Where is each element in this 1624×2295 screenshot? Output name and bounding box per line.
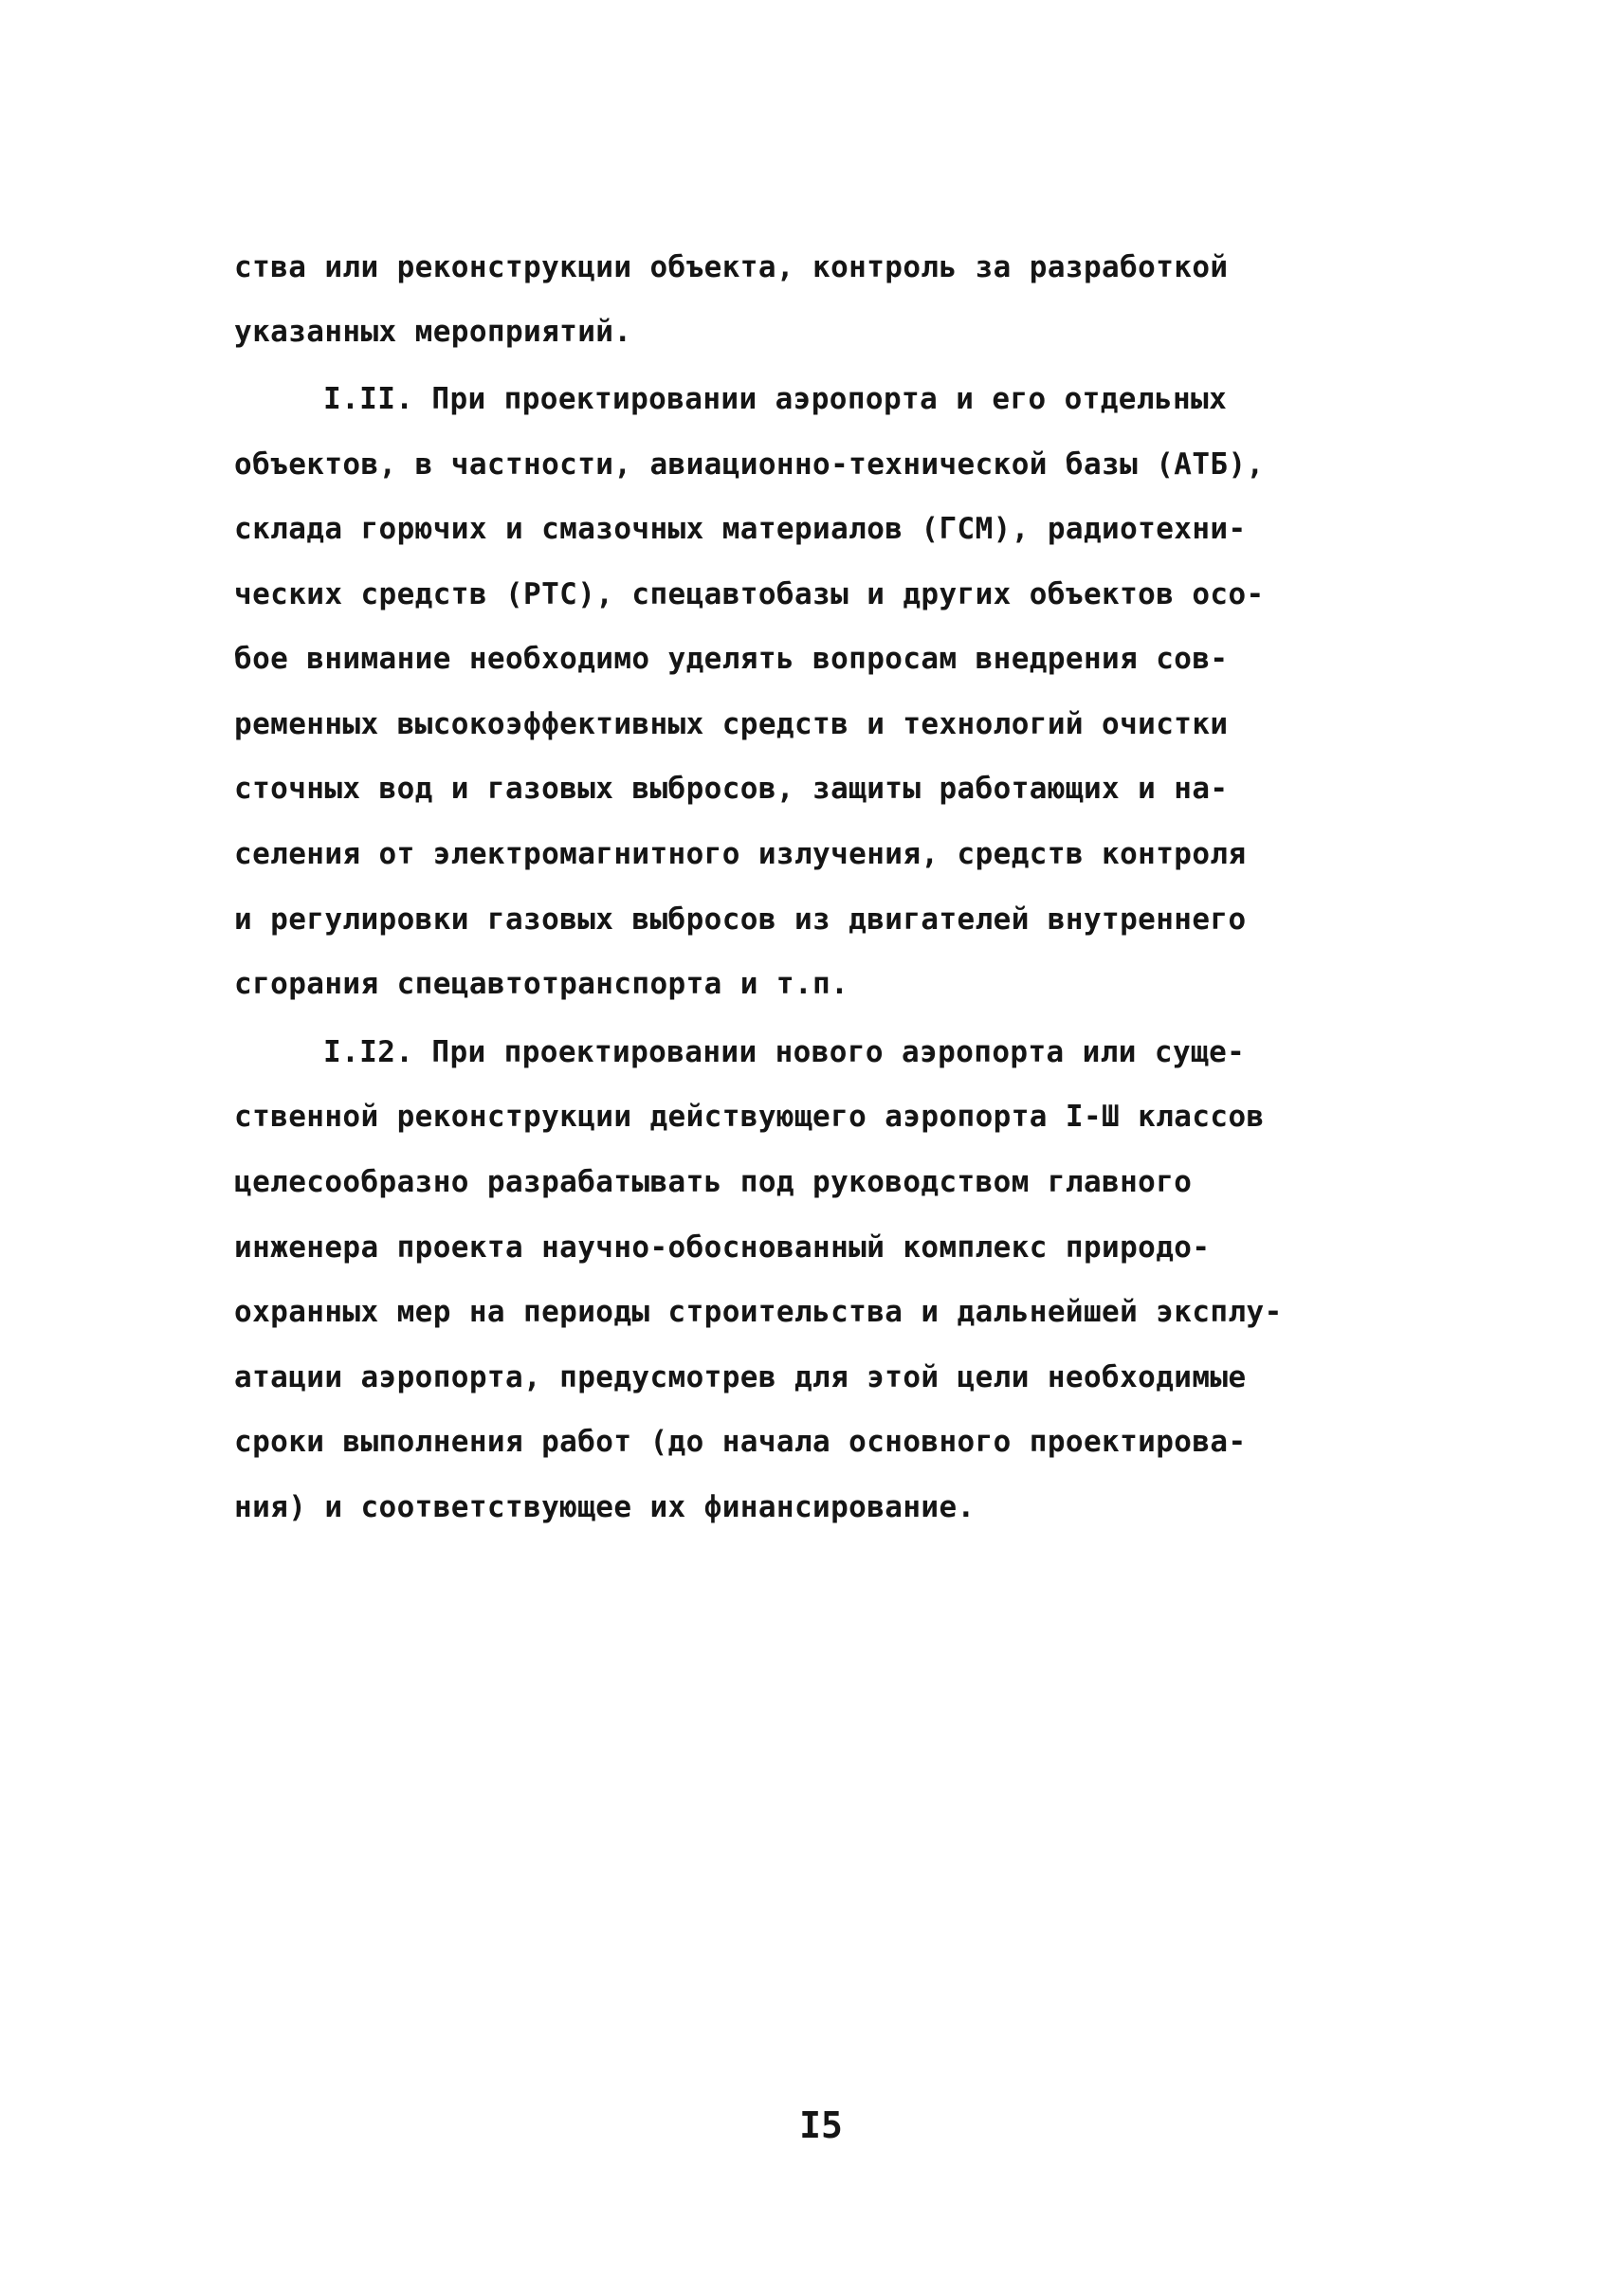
paragraph-1-12-start: I.I2. При проектировании нового аэропорта или суще- [323, 1035, 1246, 1069]
text-line-19: сроки выполнения работ (до начала основного проектирова- [234, 1425, 1247, 1459]
text-line-1: ства или реконструкции объекта, контроль за разработкой [234, 250, 1229, 284]
text-line-11: и регулировки газовых выбросов из двигателей внутреннего [234, 902, 1247, 937]
text-line-10: селения от электромагнитного излучения, средств контроля [234, 837, 1247, 871]
text-line-20: ния) и соответствующее их финансирование. [234, 1490, 976, 1524]
text-line-9: сточных вод и газовых выбросов, защиты работающих и на- [234, 772, 1229, 806]
text-line-18: атации аэропорта, предусмотрев для этой цели необходимые [234, 1360, 1247, 1394]
paragraph-1-11-start: I.II. При проектировании аэропорта и его отдельных [323, 382, 1228, 416]
text-line-5: склада горючих и смазочных материалов (ГСМ), радиотехни- [234, 512, 1247, 546]
page-number: I5 [799, 2104, 843, 2146]
text-line-12: сгорания спецавтотранспорта и т.п. [234, 967, 849, 1001]
text-line-15: целесообразно разрабатывать под руководством главного [234, 1165, 1193, 1199]
text-line-8: ременных высокоэффективных средств и технологий очистки [234, 707, 1229, 741]
text-line-7: бое внимание необходимо уделять вопросам внедрения сов- [234, 642, 1229, 676]
text-line-16: инженера проекта научно-обоснованный комплекс природо- [234, 1230, 1211, 1265]
text-line-14: ственной реконструкции действующего аэропорта I-Ш классов [234, 1100, 1265, 1134]
text-line-6: ческих средств (РТС), спецавтобазы и других объектов осо- [234, 577, 1265, 611]
text-line-2: указанных мероприятий. [234, 315, 632, 349]
text-line-17: охранных мер на периоды строительства и дальнейшей эксплу- [234, 1295, 1283, 1329]
text-line-4: объектов, в частности, авиационно-технической базы (АТБ), [234, 447, 1265, 482]
